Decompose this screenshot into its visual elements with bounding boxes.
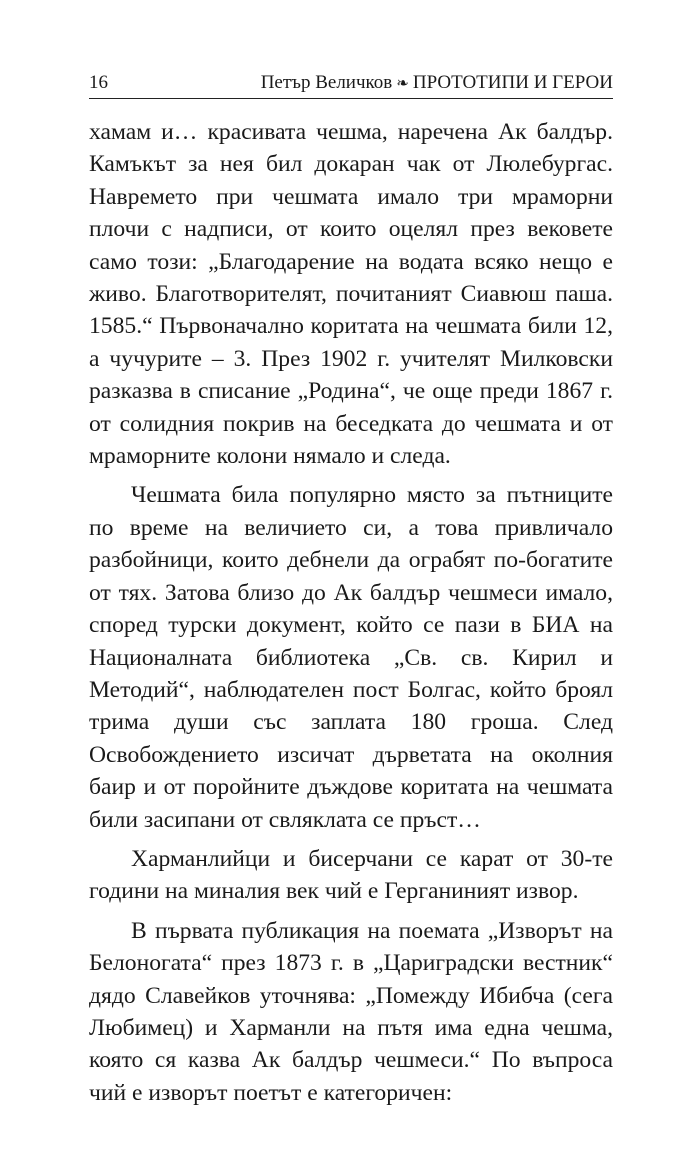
paragraph-1: хамам и… красивата чешма, наречена Ак балдър. Камъкът за нея бил докаран чак от Люлебургас. Навремето при чешмата имало три мраморни плочи с надписи, от които оцелял през вековете само този: „Благодарение на водата всяко нещо е живо. Благотворителят, почитаният Сиавюш паша. 1585.“ Първоначално коритата на чешмата били 12, а чучурите – 3. През 1902 г. учителят Милковски разказва в списание „Родина“, че още преди 1867 г. от солидния покрив на беседката до чешмата и от мраморните колони нямало и следа. xyxy=(89,119,613,470)
paragraph-4: В първата публикация на поемата „Изворът на Белоногата“ през 1873 г. в „Цариградски вестник“ дядо Славейков уточнява: „Помежду Ибибча (сега Любимец) и Харманли на пътя има една чешма, която ся казва Ак балдър чешмеси.“ По въпроса чий е изворът поетът е категоричен: xyxy=(89,917,613,1106)
header-rule xyxy=(89,98,613,99)
book-title: ПРОТОТИПИ И ГЕРОИ xyxy=(412,72,613,93)
page-number: 16 xyxy=(89,72,108,93)
running-title xyxy=(261,73,613,92)
paragraph-2: Чешмата била популярно място за пътниците по време на величието си, а това привличало разбойници, които дебнели да ограбят по-богатите от тях. Затова близо до Ак балдър чешмеси имало, според турски документ, който се пази в БИА на Националната библиотека „Св. св. Кирил и Методий“, наблюдателен пост Болгас, който броял трима души със заплата 180 гроша. След Освобождението изсичат дърветата на околния баир и от поройните дъждове коритата на чешмата били засипани от свляклата се пръст… xyxy=(89,482,613,833)
author-name: Петър Величков xyxy=(260,72,393,93)
page-body xyxy=(89,116,613,1109)
fleuron-icon: ❧ xyxy=(396,76,409,92)
running-header xyxy=(89,66,613,92)
paragraph-3: Харманлийци и бисерчани се карат от 30-те години на миналия век чий е Герганиният извор. xyxy=(89,845,613,905)
